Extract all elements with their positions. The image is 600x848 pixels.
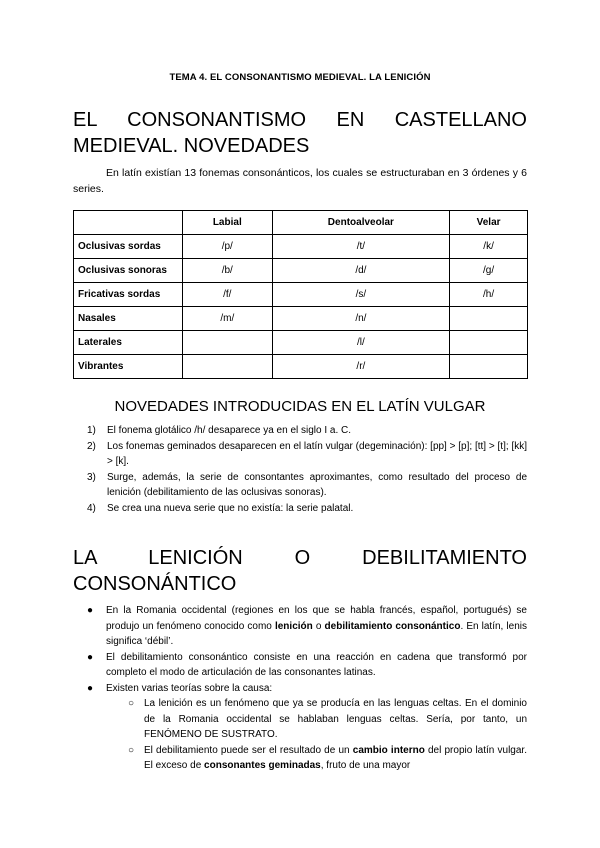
table-cell [450,307,528,331]
text-run: . En latín, lenis significa ‘débil’. [106,620,527,647]
sub-list [106,696,527,774]
table-header-cell: Dentoalveolar [272,211,450,235]
list-item [73,681,527,774]
row-header: Oclusivas sonoras [74,259,183,283]
table-row [74,307,528,331]
table-cell: /d/ [272,259,450,283]
list-item-text: El fonema glotálico /h/ desaparece ya en el siglo I a. C. [107,425,352,436]
list-item [73,439,527,470]
section-heading-consonantismo: EL CONSONANTISMO EN CASTELLANO MEDIEVAL. NOVEDADES [73,109,527,157]
document-title: TEMA 4. EL CONSONANTISMO MEDIEVAL. LA LENICIÓN [169,72,431,83]
list-item [73,603,527,650]
table-cell: /h/ [450,283,528,307]
table-cell: /g/ [450,259,528,283]
sub-list-item [106,743,527,774]
bullet-icon: ● [87,682,94,694]
row-header: Laterales [74,331,183,355]
bold-term: lenición [274,620,313,632]
sub-list-item [106,696,527,743]
table-cell [183,355,273,379]
bullet-icon: ● [87,651,94,663]
table-cell: /s/ [272,283,450,307]
list-item-text: Existen varias teorías sobre la causa: [106,682,273,694]
row-header: Vibrantes [74,355,183,379]
circle-bullet-icon: ○ [128,698,135,709]
section-heading-lenicion: LA LENICIÓN O DEBILITAMIENTO CONSONÁNTICO [73,547,527,595]
table-cell: /r/ [272,355,450,379]
text-run: , fruto de una mayor [320,760,411,771]
table-row [74,259,528,283]
table-row [74,235,528,259]
list-item-text: La lenición es un fenómeno que ya se producía en las lenguas celtas. En el dominio de la Romania occidental se hablaban lenguas celtas. Sería, por tanto, un FENÓMENO DE SUSTRATO. [144,698,527,740]
text-run: del propio latín vulgar. El exceso de [144,744,527,771]
bold-term: cambio interno [352,744,425,756]
table-cell: /m/ [183,307,273,331]
bullet-icon: ● [87,605,94,616]
list-item [73,650,527,681]
table-cell: /k/ [450,235,528,259]
list-number: 3) [87,471,96,483]
lenicion-list [73,603,527,774]
bold-term: debilitamiento consonántico [324,620,461,632]
table-row [74,331,528,355]
table-cell: /l/ [272,331,450,355]
list-item [73,501,527,517]
text-run: o [312,620,325,632]
list-item-text: Surge, además, la serie de consontantes aproximantes, como resultado del proceso de lenición (debilitamiento de las oclusivas sonoras). [107,471,527,498]
table-header-cell: Velar [450,211,528,235]
row-header: Fricativas sordas [74,283,183,307]
list-item [73,423,527,439]
table-cell: /b/ [183,259,273,283]
list-number: 1) [87,425,96,436]
table-cell [450,331,528,355]
table-cell: /n/ [272,307,450,331]
table-row [74,283,528,307]
novedades-list [73,423,527,516]
list-item-text: El debilitamiento consonántico consiste en una reacción en cadena que transformó por completo el modo de articulación de las consonantes latinas. [106,651,527,678]
table-row [74,355,528,379]
intro-paragraph: En latín existían 13 fonemas consonánticos, los cuales se estructuraban en 3 órdenes y 6 series. [73,167,527,195]
text-run: En la Romania occidental (regiones en los que se habla francés, español, portugués) se produjo un fenómeno conocido como [106,605,527,632]
text-run: El debilitamiento puede ser el resultado de un [144,744,353,756]
table-cell [183,331,273,355]
bold-term: consonantes geminadas [204,760,321,771]
table-header-cell [74,211,183,235]
table-header-cell: Labial [183,211,273,235]
list-item-text: Los fonemas geminados desaparecen en el latín vulgar (degeminación): [pp] > [p]; [tt] > [t]; [kk] > [k]. [107,440,527,467]
list-item-text: Se crea una nueva serie que no existía: la serie palatal. [107,502,354,514]
table-header-row [74,211,528,235]
list-number: 2) [87,440,96,452]
table-cell: /t/ [272,235,450,259]
consonant-table [73,210,528,379]
list-number: 4) [87,502,96,514]
table-cell [450,355,528,379]
row-header: Oclusivas sordas [74,235,183,259]
circle-bullet-icon: ○ [128,744,135,756]
section-heading-novedades: NOVEDADES INTRODUCIDAS EN EL LATÍN VULGAR [114,398,486,415]
list-item [73,470,527,501]
row-header: Nasales [74,307,183,331]
table-cell: /f/ [183,283,273,307]
table-cell: /p/ [183,235,273,259]
